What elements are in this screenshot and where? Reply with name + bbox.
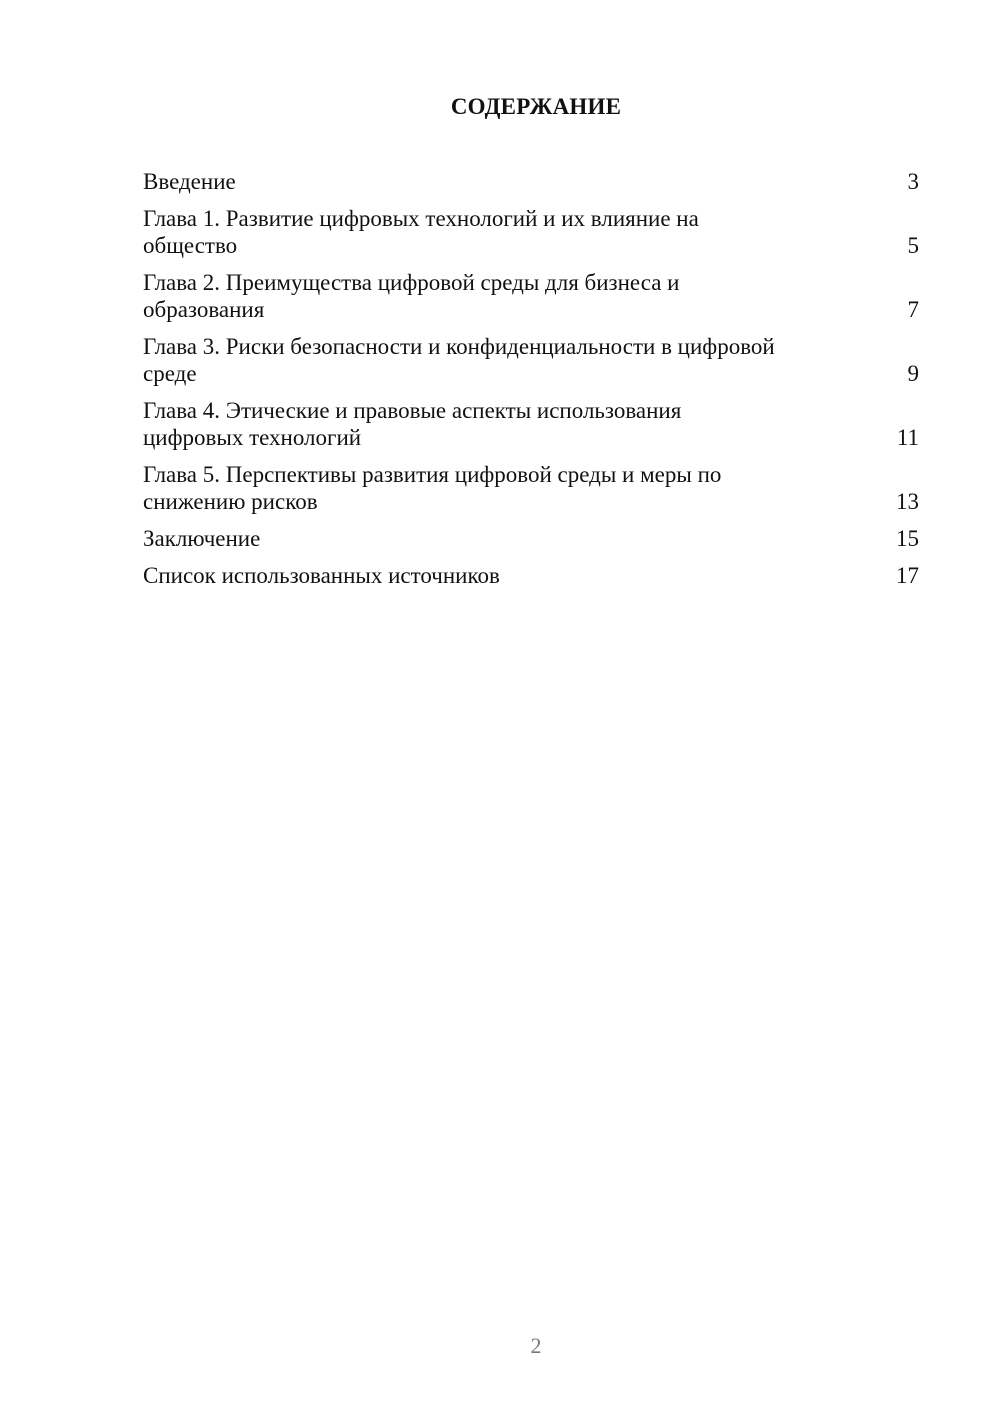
toc-entry-title: Введение [143, 169, 236, 194]
toc-entry-introduction [143, 168, 919, 195]
page-number: 2 [530, 1333, 542, 1358]
toc-entry-page: 17 [896, 563, 919, 588]
toc-entry-chapter-1 [143, 205, 919, 259]
toc-heading: СОДЕРЖАНИЕ [450, 94, 622, 119]
toc-entry-chapter-3 [143, 333, 919, 387]
toc-entry-chapter-5 [143, 461, 919, 515]
toc-entry-page: 5 [907, 233, 919, 258]
toc-entry-page: 3 [907, 169, 919, 194]
toc-entry-page: 7 [907, 297, 919, 322]
toc-entry-chapter-2 [143, 269, 919, 323]
toc-entry-page: 13 [896, 489, 919, 514]
toc-entry-title: Глава 3. Риски безопасности и конфиденциальности в цифровой среде [143, 334, 775, 386]
toc-entry-title: Глава 5. Перспективы развития цифровой среды и меры по снижению рисков [143, 462, 722, 514]
toc-entry-title: Глава 1. Развитие цифровых технологий и их влияние на общество [143, 206, 699, 258]
toc-entry-title: Глава 2. Преимущества цифровой среды для бизнеса и образования [143, 270, 680, 322]
toc-entry-title: Заключение [143, 526, 261, 551]
toc-entry-conclusion [143, 525, 919, 552]
toc-entry-title: Список использованных источников [143, 563, 500, 588]
toc-entry-title: Глава 4. Этические и правовые аспекты использования цифровых технологий [143, 398, 682, 450]
toc-entry-chapter-4 [143, 397, 919, 451]
toc-entry-references [143, 562, 919, 589]
toc-entry-page: 11 [896, 425, 919, 450]
toc-entry-page: 9 [907, 361, 919, 386]
table-of-contents [143, 168, 919, 599]
toc-entry-page: 15 [896, 526, 919, 551]
